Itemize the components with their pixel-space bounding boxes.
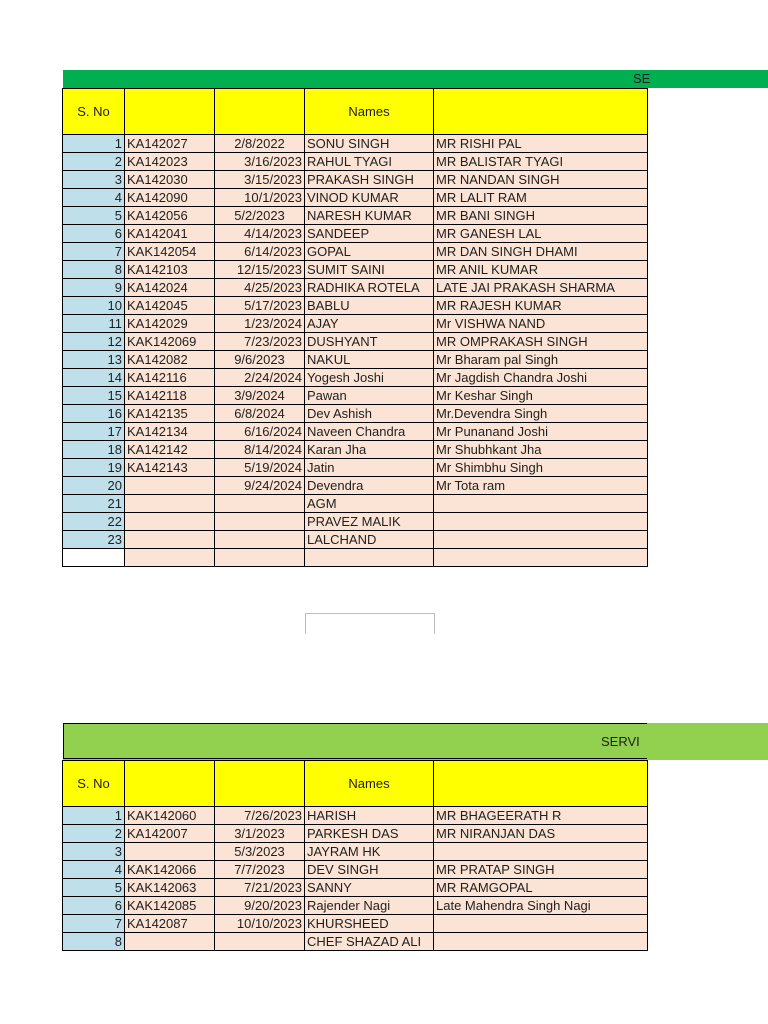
cell-id[interactable]: KA142134: [125, 423, 215, 441]
cell-id[interactable]: KA142118: [125, 387, 215, 405]
cell-id[interactable]: [125, 933, 215, 951]
cell-name[interactable]: HARISH: [305, 807, 434, 825]
cell-id[interactable]: KA142142: [125, 441, 215, 459]
cell-father[interactable]: Late Mahendra Singh Nagi: [434, 897, 648, 915]
table-row: [63, 495, 648, 513]
cell-sno[interactable]: 18: [63, 441, 125, 459]
table-row: [63, 897, 648, 915]
cell-sno[interactable]: 1: [63, 807, 125, 825]
cell-date[interactable]: 4/25/2023: [215, 279, 305, 297]
cell-date[interactable]: 9/24/2024: [215, 477, 305, 495]
cell-father[interactable]: MR GANESH LAL: [434, 225, 648, 243]
cell-sno[interactable]: 5: [63, 207, 125, 225]
cell-father[interactable]: Mr Bharam pal Singh: [434, 351, 648, 369]
cell-date[interactable]: [215, 933, 305, 951]
cell-sno[interactable]: 7: [63, 915, 125, 933]
cell-father[interactable]: MR ANIL KUMAR: [434, 261, 648, 279]
cell-date[interactable]: 1/23/2024: [215, 315, 305, 333]
table-row: [63, 387, 648, 405]
cell-date[interactable]: 5/17/2023: [215, 297, 305, 315]
sheet2-banner: [63, 723, 768, 760]
header-id[interactable]: [125, 761, 215, 807]
header-id[interactable]: [125, 89, 215, 135]
cell-name[interactable]: Devendra: [305, 477, 434, 495]
cell-father[interactable]: Mr Keshar Singh: [434, 387, 648, 405]
cell-father[interactable]: MR OMPRAKASH SINGH: [434, 333, 648, 351]
cell-id[interactable]: KAK142060: [125, 807, 215, 825]
cell-date[interactable]: 7/21/2023: [215, 879, 305, 897]
table-row: [63, 915, 648, 933]
cell-date[interactable]: 2/8/2022: [215, 135, 305, 153]
cell-sno[interactable]: 9: [63, 279, 125, 297]
cell-sno[interactable]: 10: [63, 297, 125, 315]
cell-sno[interactable]: 8: [63, 933, 125, 951]
cell-father[interactable]: MR PRATAP SINGH: [434, 861, 648, 879]
cell-id[interactable]: KA142087: [125, 915, 215, 933]
cell-date[interactable]: 7/23/2023: [215, 333, 305, 351]
table-row: [63, 405, 648, 423]
cell-sno[interactable]: 1: [63, 135, 125, 153]
table-row: [63, 441, 648, 459]
cell-id[interactable]: KA142116: [125, 369, 215, 387]
cell-id[interactable]: [125, 531, 215, 549]
cell-sno[interactable]: 7: [63, 243, 125, 261]
cell-father[interactable]: Mr VISHWA NAND: [434, 315, 648, 333]
table-row: [63, 171, 648, 189]
cell-sno[interactable]: 23: [63, 531, 125, 549]
cell-name[interactable]: PARKESH DAS: [305, 825, 434, 843]
floating-text-box[interactable]: [305, 613, 435, 634]
cell-father[interactable]: Mr Shubhkant Jha: [434, 441, 648, 459]
table-row: [63, 261, 648, 279]
cell-date[interactable]: 10/10/2023: [215, 915, 305, 933]
cell-id[interactable]: [125, 843, 215, 861]
cell-date[interactable]: [215, 531, 305, 549]
cell-id[interactable]: KA142090: [125, 189, 215, 207]
cell-name[interactable]: AJAY: [305, 315, 434, 333]
cell-father[interactable]: MR BANI SINGH: [434, 207, 648, 225]
cell-date[interactable]: 7/26/2023: [215, 807, 305, 825]
cell-father[interactable]: [434, 549, 648, 567]
cell-sno[interactable]: 4: [63, 189, 125, 207]
cell-father[interactable]: MR NANDAN SINGH: [434, 171, 648, 189]
cell-father[interactable]: LATE JAI PRAKASH SHARMA: [434, 279, 648, 297]
cell-name[interactable]: Karan Jha: [305, 441, 434, 459]
cell-id[interactable]: KA142103: [125, 261, 215, 279]
cell-date[interactable]: [215, 549, 305, 567]
cell-name[interactable]: DEV SINGH: [305, 861, 434, 879]
table-row: [63, 225, 648, 243]
cell-id[interactable]: KAK142066: [125, 861, 215, 879]
cell-date[interactable]: 3/16/2023: [215, 153, 305, 171]
cell-name[interactable]: Pawan: [305, 387, 434, 405]
table-row: [63, 189, 648, 207]
cell-father[interactable]: MR RAJESH KUMAR: [434, 297, 648, 315]
table-row: [63, 513, 648, 531]
cell-father[interactable]: MR RAMGOPAL: [434, 879, 648, 897]
cell-id[interactable]: KA142143: [125, 459, 215, 477]
table-row: [63, 297, 648, 315]
cell-id[interactable]: [125, 513, 215, 531]
cell-id[interactable]: KA142045: [125, 297, 215, 315]
cell-id[interactable]: KA142135: [125, 405, 215, 423]
cell-date[interactable]: 5/2/2023: [215, 207, 305, 225]
cell-sno[interactable]: 3: [63, 843, 125, 861]
sheet1-header-row: [63, 89, 648, 135]
cell-name[interactable]: KHURSHEED: [305, 915, 434, 933]
header-names[interactable]: Names: [305, 761, 434, 807]
cell-id[interactable]: [125, 549, 215, 567]
table-row: [63, 423, 648, 441]
cell-name[interactable]: SANNY: [305, 879, 434, 897]
cell-date[interactable]: 12/15/2023: [215, 261, 305, 279]
cell-name[interactable]: RADHIKA ROTELA: [305, 279, 434, 297]
cell-name[interactable]: NARESH KUMAR: [305, 207, 434, 225]
sheet1-table: [62, 88, 648, 567]
cell-date[interactable]: 5/19/2024: [215, 459, 305, 477]
table-row: [63, 843, 648, 861]
header-sno[interactable]: S. No: [63, 761, 125, 807]
table-row: [63, 315, 648, 333]
cell-father[interactable]: MR BHAGEERATH R: [434, 807, 648, 825]
cell-id[interactable]: KA142030: [125, 171, 215, 189]
sheet1-banner: [63, 70, 768, 88]
table-row: [63, 153, 648, 171]
table-row: [63, 369, 648, 387]
table-row: [63, 351, 648, 369]
cell-father[interactable]: [434, 495, 648, 513]
cell-name[interactable]: SUMIT SAINI: [305, 261, 434, 279]
cell-date[interactable]: 6/16/2024: [215, 423, 305, 441]
cell-date[interactable]: 2/24/2024: [215, 369, 305, 387]
cell-father[interactable]: MR RISHI PAL: [434, 135, 648, 153]
header-father[interactable]: [434, 761, 648, 807]
cell-id[interactable]: KA142082: [125, 351, 215, 369]
table-row: [63, 933, 648, 951]
cell-sno[interactable]: 13: [63, 351, 125, 369]
sheet2-table: [62, 760, 648, 951]
cell-father[interactable]: [434, 915, 648, 933]
cell-sno[interactable]: 17: [63, 423, 125, 441]
cell-sno[interactable]: 20: [63, 477, 125, 495]
cell-date[interactable]: [215, 495, 305, 513]
cell-sno[interactable]: [63, 549, 125, 567]
cell-id[interactable]: [125, 477, 215, 495]
cell-name[interactable]: JAYRAM HK: [305, 843, 434, 861]
cell-date[interactable]: 4/14/2023: [215, 225, 305, 243]
cell-father[interactable]: MR NIRANJAN DAS: [434, 825, 648, 843]
table-row: [63, 531, 648, 549]
header-names[interactable]: Names: [305, 89, 434, 135]
cell-name[interactable]: SONU SINGH: [305, 135, 434, 153]
cell-name[interactable]: Rajender Nagi: [305, 897, 434, 915]
cell-name[interactable]: LALCHAND: [305, 531, 434, 549]
cell-name[interactable]: AGM: [305, 495, 434, 513]
cell-father[interactable]: [434, 933, 648, 951]
cell-sno[interactable]: 15: [63, 387, 125, 405]
cell-name[interactable]: PRAKASH SINGH: [305, 171, 434, 189]
cell-sno[interactable]: 2: [63, 153, 125, 171]
cell-name[interactable]: SANDEEP: [305, 225, 434, 243]
table-row: [63, 333, 648, 351]
table-row: [63, 549, 648, 567]
cell-father[interactable]: Mr Punanand Joshi: [434, 423, 648, 441]
cell-father[interactable]: MR BALISTAR TYAGI: [434, 153, 648, 171]
cell-name[interactable]: BABLU: [305, 297, 434, 315]
cell-id[interactable]: KAK142063: [125, 879, 215, 897]
table-row: [63, 207, 648, 225]
cell-date[interactable]: 6/14/2023: [215, 243, 305, 261]
cell-name[interactable]: VINOD KUMAR: [305, 189, 434, 207]
cell-date[interactable]: 7/7/2023: [215, 861, 305, 879]
cell-father[interactable]: [434, 531, 648, 549]
cell-father[interactable]: Mr.Devendra Singh: [434, 405, 648, 423]
table-row: [63, 243, 648, 261]
cell-date[interactable]: 6/8/2024: [215, 405, 305, 423]
cell-date[interactable]: 3/15/2023: [215, 171, 305, 189]
cell-id[interactable]: KA142041: [125, 225, 215, 243]
table-row: [63, 825, 648, 843]
cell-father[interactable]: Mr Shimbhu Singh: [434, 459, 648, 477]
cell-name[interactable]: RAHUL TYAGI: [305, 153, 434, 171]
cell-father[interactable]: [434, 843, 648, 861]
cell-sno[interactable]: 16: [63, 405, 125, 423]
cell-id[interactable]: KAK142054: [125, 243, 215, 261]
cell-id[interactable]: KA142029: [125, 315, 215, 333]
cell-date[interactable]: [215, 513, 305, 531]
cell-name[interactable]: Yogesh Joshi: [305, 369, 434, 387]
cell-name[interactable]: Jatin: [305, 459, 434, 477]
cell-sno[interactable]: 3: [63, 171, 125, 189]
cell-date[interactable]: 9/6/2023: [215, 351, 305, 369]
cell-id[interactable]: KA142023: [125, 153, 215, 171]
cell-date[interactable]: 3/1/2023: [215, 825, 305, 843]
header-date[interactable]: [215, 761, 305, 807]
table-row: [63, 879, 648, 897]
cell-father[interactable]: Mr Tota ram: [434, 477, 648, 495]
sheet2-banner-text: SERVI: [601, 734, 640, 749]
cell-id[interactable]: [125, 495, 215, 513]
cell-id[interactable]: KA142056: [125, 207, 215, 225]
cell-name[interactable]: DUSHYANT: [305, 333, 434, 351]
header-sno[interactable]: S. No: [63, 89, 125, 135]
sheet2-banner-border: [63, 723, 647, 759]
table-row: [63, 477, 648, 495]
sheet2-header-row: [63, 761, 648, 807]
cell-sno[interactable]: 8: [63, 261, 125, 279]
sheet1-banner-text: SE: [633, 71, 651, 86]
header-date[interactable]: [215, 89, 305, 135]
cell-name[interactable]: Dev Ashish: [305, 405, 434, 423]
table-row: [63, 861, 648, 879]
header-father[interactable]: [434, 89, 648, 135]
cell-date[interactable]: 8/14/2024: [215, 441, 305, 459]
cell-date[interactable]: 3/9/2024: [215, 387, 305, 405]
cell-father[interactable]: MR LALIT RAM: [434, 189, 648, 207]
cell-sno[interactable]: 21: [63, 495, 125, 513]
cell-father[interactable]: [434, 513, 648, 531]
cell-date[interactable]: 9/20/2023: [215, 897, 305, 915]
cell-sno[interactable]: 19: [63, 459, 125, 477]
cell-sno[interactable]: 6: [63, 225, 125, 243]
cell-name[interactable]: GOPAL: [305, 243, 434, 261]
cell-sno[interactable]: 22: [63, 513, 125, 531]
cell-sno[interactable]: 6: [63, 897, 125, 915]
cell-father[interactable]: Mr Jagdish Chandra Joshi: [434, 369, 648, 387]
cell-sno[interactable]: 11: [63, 315, 125, 333]
cell-name[interactable]: PRAVEZ MALIK: [305, 513, 434, 531]
cell-sno[interactable]: 5: [63, 879, 125, 897]
cell-name[interactable]: NAKUL: [305, 351, 434, 369]
table-row: [63, 807, 648, 825]
cell-sno[interactable]: 4: [63, 861, 125, 879]
cell-sno[interactable]: 2: [63, 825, 125, 843]
cell-name[interactable]: CHEF SHAZAD ALI: [305, 933, 434, 951]
cell-id[interactable]: KAK142069: [125, 333, 215, 351]
table-row: [63, 135, 648, 153]
cell-id[interactable]: KA142024: [125, 279, 215, 297]
cell-name[interactable]: Naveen Chandra: [305, 423, 434, 441]
cell-sno[interactable]: 14: [63, 369, 125, 387]
table-row: [63, 279, 648, 297]
cell-id[interactable]: KA142007: [125, 825, 215, 843]
cell-date[interactable]: 5/3/2023: [215, 843, 305, 861]
table-row: [63, 459, 648, 477]
cell-id[interactable]: KA142027: [125, 135, 215, 153]
cell-date[interactable]: 10/1/2023: [215, 189, 305, 207]
cell-id[interactable]: KAK142085: [125, 897, 215, 915]
cell-father[interactable]: MR DAN SINGH DHAMI: [434, 243, 648, 261]
cell-sno[interactable]: 12: [63, 333, 125, 351]
cell-name[interactable]: [305, 549, 434, 567]
